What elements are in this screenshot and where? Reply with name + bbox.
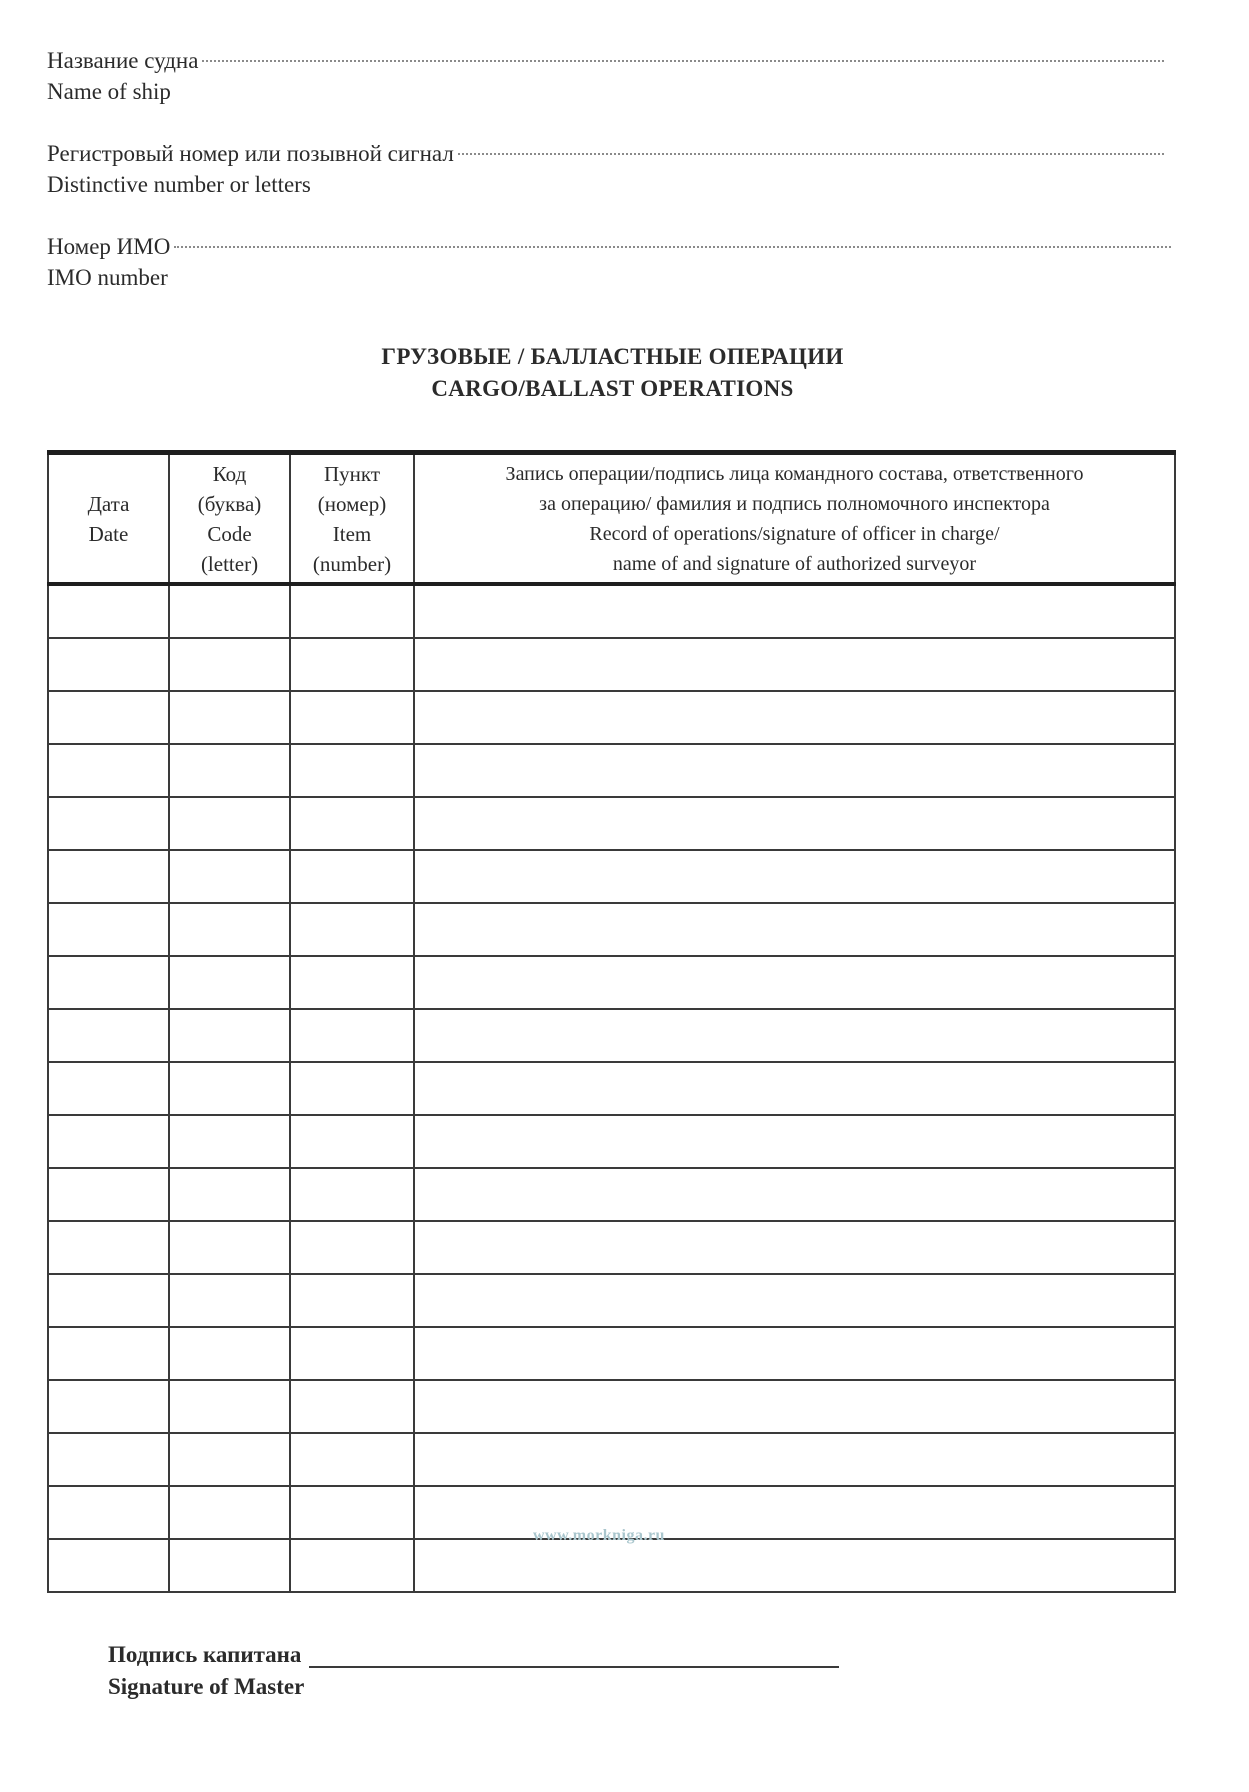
date-cell[interactable] <box>48 1009 169 1062</box>
record-cell[interactable] <box>414 584 1175 638</box>
record-cell[interactable] <box>414 1221 1175 1274</box>
distinctive-number-entry-line[interactable] <box>458 153 1164 155</box>
date-cell[interactable] <box>48 1221 169 1274</box>
table-row <box>48 1009 1175 1062</box>
table-row <box>48 1062 1175 1115</box>
record-cell[interactable] <box>414 1380 1175 1433</box>
date-cell[interactable] <box>48 1380 169 1433</box>
item-cell[interactable] <box>290 1433 414 1486</box>
table-row <box>48 691 1175 744</box>
table-header-row <box>48 453 1175 585</box>
table-row <box>48 1221 1175 1274</box>
date-cell[interactable] <box>48 1115 169 1168</box>
record-cell[interactable] <box>414 903 1175 956</box>
col-header-record: Запись операции/подпись лица командного состава, ответственного за операцию/ фамилия и подпись полномочного инспектора Record of operations/signature of officer in charge/ name of and signature of authorized surveyor <box>414 453 1175 585</box>
date-cell[interactable] <box>48 956 169 1009</box>
item-cell[interactable] <box>290 1221 414 1274</box>
item-cell[interactable] <box>290 903 414 956</box>
code-cell[interactable] <box>169 1115 290 1168</box>
date-cell[interactable] <box>48 584 169 638</box>
page-title-en: CARGO/BALLAST OPERATIONS <box>431 376 794 401</box>
code-cell[interactable] <box>169 584 290 638</box>
code-cell[interactable] <box>169 1168 290 1221</box>
code-cell[interactable] <box>169 1274 290 1327</box>
table-row <box>48 956 1175 1009</box>
ship-name-label-en: Name of ship <box>47 79 171 104</box>
table-row <box>48 1433 1175 1486</box>
code-cell[interactable] <box>169 1486 290 1539</box>
date-cell[interactable] <box>48 1539 169 1592</box>
date-cell[interactable] <box>48 850 169 903</box>
item-cell[interactable] <box>290 1486 414 1539</box>
item-cell[interactable] <box>290 850 414 903</box>
record-cell[interactable] <box>414 1062 1175 1115</box>
table-row <box>48 584 1175 638</box>
distinctive-number-label-ru: Регистровый номер или позывной сигнал <box>47 141 454 166</box>
record-cell[interactable] <box>414 1539 1175 1592</box>
record-cell[interactable] <box>414 1009 1175 1062</box>
record-cell[interactable] <box>414 638 1175 691</box>
code-cell[interactable] <box>169 1539 290 1592</box>
table-row <box>48 1327 1175 1380</box>
record-cell[interactable] <box>414 1168 1175 1221</box>
record-cell[interactable] <box>414 1327 1175 1380</box>
record-cell[interactable] <box>414 1115 1175 1168</box>
imo-number-label-ru: Номер ИМО <box>47 234 171 259</box>
table-row <box>48 744 1175 797</box>
distinctive-number-field <box>47 138 1164 200</box>
date-cell[interactable] <box>48 1062 169 1115</box>
col-header-date: Дата Date <box>48 453 169 585</box>
code-cell[interactable] <box>169 1221 290 1274</box>
code-cell[interactable] <box>169 1433 290 1486</box>
date-cell[interactable] <box>48 638 169 691</box>
date-cell[interactable] <box>48 1168 169 1221</box>
date-cell[interactable] <box>48 1327 169 1380</box>
record-cell[interactable] <box>414 1274 1175 1327</box>
date-cell[interactable] <box>48 797 169 850</box>
date-cell[interactable] <box>48 1274 169 1327</box>
code-cell[interactable] <box>169 797 290 850</box>
item-cell[interactable] <box>290 797 414 850</box>
date-cell[interactable] <box>48 744 169 797</box>
item-cell[interactable] <box>290 1380 414 1433</box>
table-row <box>48 850 1175 903</box>
table-row <box>48 1274 1175 1327</box>
code-cell[interactable] <box>169 903 290 956</box>
item-cell[interactable] <box>290 1062 414 1115</box>
code-cell[interactable] <box>169 744 290 797</box>
item-cell[interactable] <box>290 744 414 797</box>
record-cell[interactable] <box>414 1486 1175 1539</box>
table-row <box>48 1539 1175 1592</box>
signature-line[interactable] <box>309 1666 839 1668</box>
item-cell[interactable] <box>290 956 414 1009</box>
watermark: www.morkniga.ru <box>533 1527 665 1544</box>
col-header-item: Пункт (номер) Item (number) <box>290 453 414 585</box>
table-row <box>48 797 1175 850</box>
table-row <box>48 1380 1175 1433</box>
item-cell[interactable] <box>290 1539 414 1592</box>
record-cell[interactable] <box>414 744 1175 797</box>
code-cell[interactable] <box>169 1062 290 1115</box>
code-cell[interactable] <box>169 691 290 744</box>
code-cell[interactable] <box>169 638 290 691</box>
date-cell[interactable] <box>48 903 169 956</box>
table-row <box>48 1168 1175 1221</box>
table-row <box>48 1115 1175 1168</box>
imo-number-field <box>47 231 1171 293</box>
item-cell[interactable] <box>290 1168 414 1221</box>
date-cell[interactable] <box>48 1486 169 1539</box>
page-title <box>0 341 1225 405</box>
record-cell[interactable] <box>414 850 1175 903</box>
col-header-code: Код (буква) Code (letter) <box>169 453 290 585</box>
item-cell[interactable] <box>290 584 414 638</box>
date-cell[interactable] <box>48 1433 169 1486</box>
page-title-ru: ГРУЗОВЫЕ / БАЛЛАСТНЫЕ ОПЕРАЦИИ <box>381 344 844 369</box>
record-cell[interactable] <box>414 691 1175 744</box>
item-cell[interactable] <box>290 1327 414 1380</box>
operations-table-body <box>48 584 1175 1592</box>
item-cell[interactable] <box>290 1115 414 1168</box>
master-signature-block <box>108 1639 839 1703</box>
ship-name-field <box>47 45 1164 107</box>
signature-label-en: Signature of Master <box>108 1674 305 1699</box>
code-cell[interactable] <box>169 1327 290 1380</box>
signature-label-ru: Подпись капитана <box>108 1642 302 1667</box>
record-cell[interactable] <box>414 797 1175 850</box>
ship-name-entry-line[interactable] <box>202 60 1164 62</box>
distinctive-number-label-en: Distinctive number or letters <box>47 172 311 197</box>
imo-number-entry-line[interactable] <box>174 246 1171 248</box>
operations-table <box>47 450 1176 1593</box>
table-row <box>48 903 1175 956</box>
imo-number-label-en: IMO number <box>47 265 168 290</box>
table-row <box>48 638 1175 691</box>
record-cell[interactable] <box>414 1433 1175 1486</box>
item-cell[interactable] <box>290 691 414 744</box>
item-cell[interactable] <box>290 638 414 691</box>
code-cell[interactable] <box>169 1380 290 1433</box>
item-cell[interactable] <box>290 1009 414 1062</box>
date-cell[interactable] <box>48 691 169 744</box>
record-cell[interactable] <box>414 956 1175 1009</box>
code-cell[interactable] <box>169 956 290 1009</box>
code-cell[interactable] <box>169 850 290 903</box>
code-cell[interactable] <box>169 1009 290 1062</box>
item-cell[interactable] <box>290 1274 414 1327</box>
ship-name-label-ru: Название судна <box>47 48 199 73</box>
